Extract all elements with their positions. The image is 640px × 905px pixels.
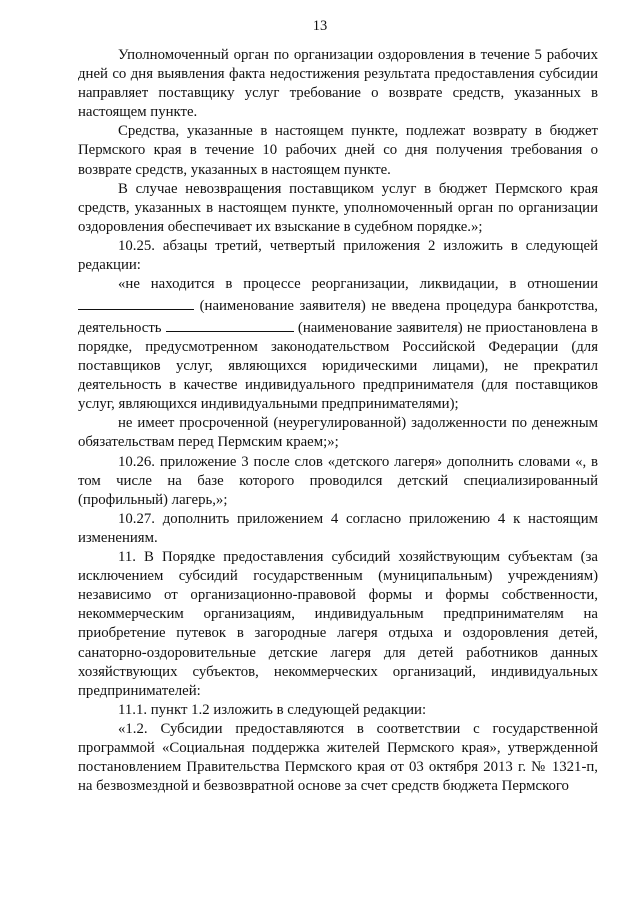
paragraph-return-deadline: Средства, указанные в настоящем пункте, подлежат возврату в бюджет Пермского края в течение 10 рабочих дней со дня получения требования о возврате средств, указанных в настоящем пункте. [78,123,598,178]
paragraph-no-debt: не имеет просроченной (неурегулированной) задолженности по денежным обязательствам перед Пермским краем;»; [78,415,598,451]
applicant-status-part-3: (наименование заявителя) не приостановлена в порядке, предусмотренном законодательством Российской Федерации (для поставщиков услуг, являющихся юридическими лицами), не прекратил деятельность в качестве индивидуального предпринимателя (для поставщиков услуг, являющихся индивидуальными предпринимателями); [78,319,598,413]
paragraph-applicant-status [78,275,598,414]
paragraph-item-10-25: 10.25. абзацы третий, четвертый приложения 2 изложить в следующей редакции: [78,237,598,274]
applicant-name-blank [78,294,194,310]
paragraph-item-11-1: 11.1. пункт 1.2 изложить в следующей редакции: [118,701,427,718]
applicant-activity-blank [166,316,294,332]
document-body [78,46,598,796]
paragraph-return-request: Уполномоченный орган по организации оздоровления в течение 5 рабочих дней со дня выявления факта недостижения результата предоставления субсидии направляет поставщику услуг требование о возврате средств, указанных в настоящем пункте. [78,47,598,121]
applicant-status-part-2: (наименование заявителя) не введена процедура банкротства, деятельность [78,298,598,336]
paragraph-item-10-27: 10.27. дополнить приложением 4 согласно приложению 4 к настоящим изменениям. [78,510,598,546]
paragraph-recovery: В случае невозвращения поставщиком услуг в бюджет Пермского края средств, указанных в настоящем пункте, уполномоченный орган по организации оздоровления обеспечивает их взыскание в судебном порядке.»; [78,180,598,235]
paragraph-item-1-2: «1.2. Субсидии предоставляются в соответствии с государственной программой «Социальная поддержка жителей Пермского края», утвержденной постановлением Правительства Пермского края от 03 октября 2013 г. № 1321-п, на безвозмездной и безвозвратной основе за счет средств бюджета Пермского [78,720,598,795]
paragraph-item-10-26: 10.26. приложение 3 после слов «детского лагеря» дополнить словами «, в том числе на базе которого проводился детский специализированный (профильный) лагерь,»; [78,453,598,508]
applicant-status-part-1: «не находится в процессе реорганизации, ликвидации, в отношении [118,276,598,293]
page-number: 13 [312,18,328,34]
paragraph-item-11: 11. В Порядке предоставления субсидий хозяйствующим субъектам (за исключением субсидий государственным (муниципальным) учреждениям) независимо от организационно-правовой формы и формы собственности, некоммерческим организациям, индивидуальным предпринимателям на приобретение путевок в загородные лагеря отдыха и оздоровления детей, санаторно-оздоровительные детские лагеря для детей работников данных хозяйствующих субъектов, некоммерческих организаций, индивидуальных предпринимателей: [78,549,598,699]
